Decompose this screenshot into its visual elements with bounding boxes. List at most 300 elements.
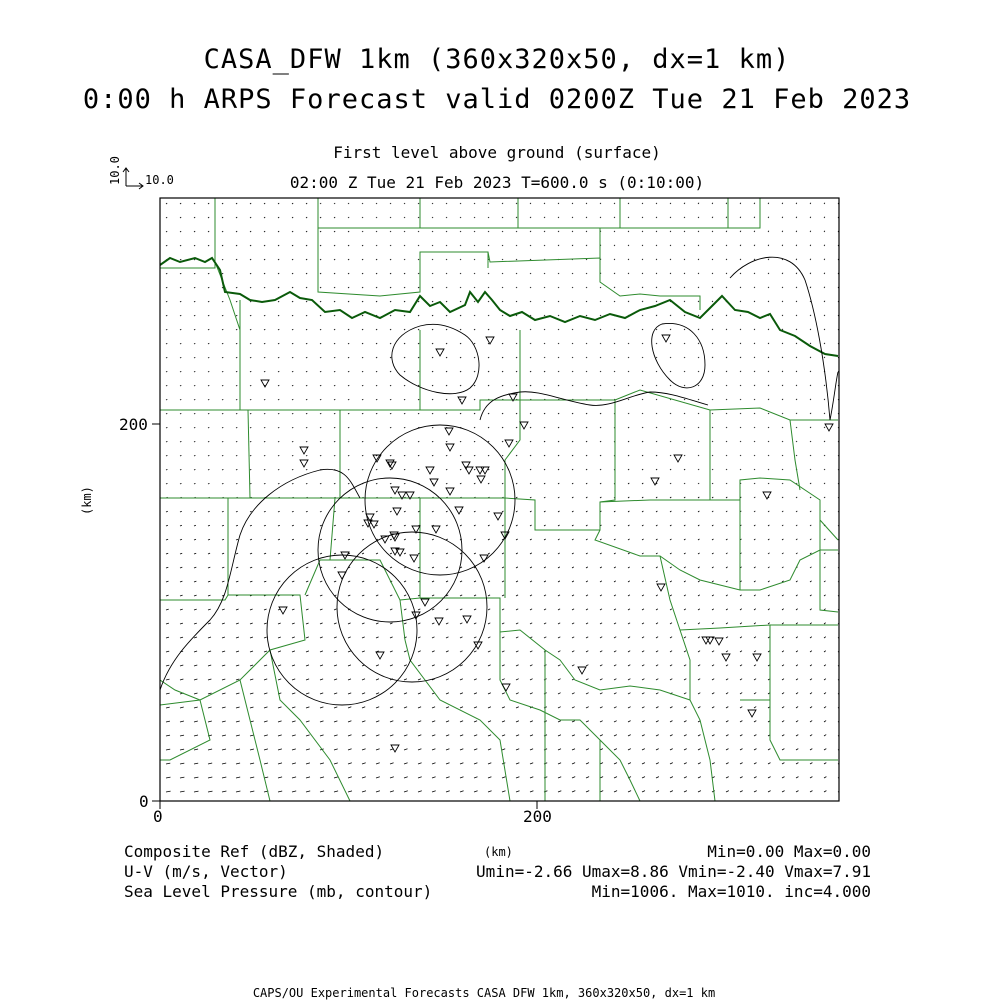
wind-vector [488, 329, 489, 330]
wind-vector [614, 357, 615, 358]
wind-vector [194, 231, 195, 232]
wind-vector [726, 217, 727, 218]
wind-vector [614, 385, 615, 386]
wind-vector [348, 763, 352, 764]
wind-vector [544, 245, 545, 246]
wind-vector [628, 567, 630, 568]
wind-vector [180, 259, 181, 260]
wind-vector [670, 357, 671, 358]
wind-vector [740, 343, 741, 344]
wind-vector [320, 623, 323, 624]
wind-vector [628, 301, 629, 302]
wind-vector [558, 441, 559, 442]
wind-vector [586, 245, 587, 246]
wind-vector [446, 693, 449, 694]
wind-vector [208, 581, 210, 582]
wind-vector [754, 399, 755, 400]
wind-vector [642, 791, 645, 792]
wind-vector [796, 329, 797, 330]
wind-vector [768, 455, 769, 456]
wind-vector [194, 315, 195, 316]
wind-vector [670, 413, 671, 414]
wind-vector [558, 469, 559, 470]
wind-vector [796, 637, 798, 638]
wind-vector [264, 441, 265, 442]
wind-vector [614, 609, 616, 610]
wind-vector [166, 623, 169, 624]
wind-vector [278, 371, 279, 372]
wind-vector [390, 315, 391, 316]
wind-vector [334, 343, 335, 344]
wind-vector [250, 413, 251, 414]
vector-key [123, 168, 143, 189]
wind-vector [306, 287, 307, 288]
wind-vector [642, 343, 643, 344]
wind-vector [628, 399, 629, 400]
wind-vector [502, 203, 503, 204]
wind-vector [404, 287, 405, 288]
station-marker [436, 349, 444, 356]
wind-vector [726, 483, 727, 484]
wind-vector [250, 735, 254, 736]
wind-vector [180, 399, 181, 400]
wind-vector [558, 231, 559, 232]
wind-vector [670, 469, 671, 470]
wind-vector [306, 539, 308, 540]
wind-vector [768, 231, 769, 232]
wind-vector [236, 553, 238, 554]
wind-vector [404, 259, 405, 260]
wind-vector [432, 707, 435, 708]
wind-vector [768, 273, 769, 274]
wind-vector [628, 329, 629, 330]
wind-vector [600, 679, 603, 680]
wind-vector [432, 259, 433, 260]
wind-vector [502, 343, 503, 344]
wind-vector [642, 651, 644, 652]
wind-vector [782, 679, 784, 680]
wind-vector [446, 203, 447, 204]
wind-vector [180, 357, 181, 358]
wind-vector [320, 553, 322, 554]
wind-vector [334, 483, 335, 484]
wind-vector [586, 385, 587, 386]
wind-vector [432, 455, 433, 456]
wind-vector [376, 707, 379, 708]
wind-vector [698, 693, 700, 694]
wind-vector [488, 735, 491, 736]
wind-vector [516, 777, 519, 778]
wind-vector [404, 441, 405, 442]
wind-vector [334, 315, 335, 316]
wind-vector [600, 693, 603, 694]
wind-vector [796, 273, 797, 274]
wind-vector [502, 693, 505, 694]
wind-vector [166, 315, 167, 316]
wind-vector [726, 749, 729, 750]
wind-vector [740, 427, 741, 428]
wind-vector [740, 707, 742, 708]
wind-vector [642, 525, 644, 526]
wind-vector [334, 357, 335, 358]
wind-vector [572, 609, 574, 610]
wind-vector [180, 455, 181, 456]
wind-vector [754, 749, 757, 750]
wind-vector [292, 763, 296, 764]
wind-vector [292, 735, 296, 736]
wind-vector [418, 259, 419, 260]
wind-vector [418, 637, 421, 638]
wind-vector [544, 483, 545, 484]
wind-vector [334, 455, 335, 456]
wind-vector [614, 231, 615, 232]
wind-vector [586, 539, 588, 540]
wind-vector [292, 791, 296, 792]
wind-vector [824, 595, 826, 596]
wind-vector [306, 483, 307, 484]
wind-vector [754, 259, 755, 260]
wind-vector [166, 245, 167, 246]
wind-vector [250, 749, 254, 750]
wind-vector [628, 553, 630, 554]
wind-vector [404, 399, 405, 400]
wind-vector [516, 623, 518, 624]
wind-vector [782, 511, 783, 512]
wind-vector [754, 539, 755, 540]
wind-vector [460, 651, 463, 652]
wind-vector [586, 749, 589, 750]
wind-vector [544, 315, 545, 316]
wind-vector [516, 483, 517, 484]
wind-vector [642, 497, 643, 498]
wind-vector [670, 665, 672, 666]
wind-vector [572, 483, 573, 484]
wind-vector [600, 623, 602, 624]
wind-vector [222, 651, 225, 652]
wind-vector [502, 357, 503, 358]
station-marker [410, 555, 418, 562]
wind-vector [278, 553, 280, 554]
wind-vector [642, 427, 643, 428]
wind-vector [488, 315, 489, 316]
wind-vector [222, 413, 223, 414]
wind-vector [446, 357, 447, 358]
wind-vector [460, 623, 462, 624]
wind-vector [670, 441, 671, 442]
station-marker [458, 397, 466, 404]
wind-vector [208, 665, 211, 666]
wind-vector [726, 721, 728, 722]
wind-vector [348, 679, 351, 680]
wind-vector [614, 651, 616, 652]
wind-vector [502, 483, 503, 484]
wind-vector [292, 343, 293, 344]
wind-vector [796, 343, 797, 344]
wind-vector [754, 637, 756, 638]
wind-vector [488, 245, 489, 246]
wind-vector [544, 329, 545, 330]
wind-vector [194, 483, 196, 484]
wind-vector [530, 497, 531, 498]
wind-vector [404, 385, 405, 386]
wind-vector [446, 707, 449, 708]
wind-vector [446, 301, 447, 302]
wind-vector [460, 763, 463, 764]
wind-vector [586, 329, 587, 330]
wind-vector [810, 679, 812, 680]
wind-vector [264, 371, 265, 372]
wind-vector [320, 217, 321, 218]
wind-vector [754, 441, 755, 442]
wind-vector [208, 357, 209, 358]
wind-vector [656, 595, 658, 596]
wind-vector [810, 357, 811, 358]
wind-vector [362, 679, 365, 680]
wind-vector [250, 231, 251, 232]
wind-vector [432, 609, 434, 610]
wind-vector [320, 399, 321, 400]
wind-vector [250, 469, 251, 470]
wind-vector [488, 203, 489, 204]
wind-vector [698, 217, 699, 218]
wind-vector [740, 329, 741, 330]
wind-vector [376, 679, 379, 680]
wind-vector [348, 245, 349, 246]
wind-vector [698, 623, 700, 624]
wind-vector [292, 399, 293, 400]
wind-vector [180, 287, 181, 288]
wind-vector [278, 679, 281, 680]
wind-vector [754, 357, 755, 358]
wind-vector [670, 525, 672, 526]
wind-vector [264, 287, 265, 288]
wind-vector [558, 679, 561, 680]
wind-vector [264, 329, 265, 330]
wind-vector [712, 665, 714, 666]
wind-vector [320, 735, 324, 736]
wind-vector [530, 483, 531, 484]
wind-vector [824, 567, 826, 568]
wind-vector [166, 483, 168, 484]
wind-vector [572, 413, 573, 414]
wind-vector [222, 273, 223, 274]
wind-vector [628, 203, 629, 204]
wind-vector [656, 623, 658, 624]
wind-vector [614, 511, 615, 512]
wind-vector [362, 315, 363, 316]
wind-vector [348, 721, 351, 722]
wind-vector [236, 651, 239, 652]
wind-vector [684, 763, 687, 764]
wind-vector [642, 329, 643, 330]
wind-vector [278, 203, 279, 204]
wind-vector [348, 399, 349, 400]
wind-vector [572, 497, 573, 498]
wind-vector [600, 441, 601, 442]
wind-vector [530, 301, 531, 302]
wind-vector [390, 595, 392, 596]
wind-vector [712, 469, 713, 470]
wind-vector [376, 581, 378, 582]
wind-vector [418, 609, 420, 610]
wind-vector [558, 763, 561, 764]
wind-vector [446, 217, 447, 218]
wind-vector [586, 637, 588, 638]
wind-vector [530, 791, 533, 792]
wind-vector [250, 217, 251, 218]
wind-vector [334, 665, 337, 666]
wind-vector [824, 539, 825, 540]
wind-vector [404, 273, 405, 274]
wind-vector [824, 217, 825, 218]
wind-vector [726, 343, 727, 344]
wind-vector [264, 413, 265, 414]
wind-vector [376, 371, 377, 372]
wind-vector [642, 539, 644, 540]
wind-vector [656, 231, 657, 232]
wind-vector [712, 231, 713, 232]
wind-vector [740, 623, 742, 624]
wind-vector [684, 735, 687, 736]
wind-vector [614, 791, 617, 792]
wind-vector [642, 441, 643, 442]
wind-vector [320, 357, 321, 358]
wind-vector [166, 343, 167, 344]
wind-vector [810, 343, 811, 344]
wind-vector [362, 707, 365, 708]
wind-vector [684, 273, 685, 274]
wind-vector [348, 217, 349, 218]
wind-vector [754, 525, 755, 526]
wind-vector [166, 511, 168, 512]
wind-vector [698, 399, 699, 400]
wind-vector [740, 217, 741, 218]
wind-vector [684, 693, 686, 694]
wind-vector [614, 259, 615, 260]
wind-vector [166, 679, 170, 680]
wind-vector [726, 469, 727, 470]
wind-vector [782, 525, 783, 526]
wind-vector [292, 707, 295, 708]
wind-vector [362, 693, 365, 694]
wind-vector [796, 287, 797, 288]
wind-vector [810, 595, 812, 596]
wind-vector [586, 203, 587, 204]
wind-vector [782, 735, 784, 736]
wind-vector [726, 371, 727, 372]
wind-vector [586, 511, 588, 512]
wind-vector [614, 203, 615, 204]
wind-vector [796, 371, 797, 372]
wind-vector [264, 511, 266, 512]
wind-vector [278, 511, 280, 512]
wind-vector [698, 581, 700, 582]
wind-vector [180, 441, 181, 442]
wind-vector [376, 595, 378, 596]
wind-vector [600, 329, 601, 330]
wind-vector [334, 553, 336, 554]
wind-vector [824, 791, 826, 792]
wind-vector [740, 385, 741, 386]
wind-vector [334, 777, 338, 778]
wind-vector [698, 525, 699, 526]
wind-vector [726, 385, 727, 386]
wind-vector [796, 203, 797, 204]
wind-vector [712, 511, 713, 512]
subtitle-level: First level above ground (surface) [333, 143, 661, 162]
wind-vector [306, 343, 307, 344]
wind-vector [572, 385, 573, 386]
wind-vector [600, 469, 601, 470]
wind-vector [572, 637, 574, 638]
wind-vector [194, 721, 198, 722]
wind-vector [418, 763, 422, 764]
wind-vector [418, 469, 419, 470]
wind-vector [320, 791, 324, 792]
wind-vector [180, 637, 183, 638]
wind-vector [376, 385, 377, 386]
wind-vector [544, 455, 545, 456]
wind-vector [712, 259, 713, 260]
wind-vector [488, 623, 490, 624]
wind-vector [824, 385, 825, 386]
wind-vector [810, 525, 811, 526]
wind-vector [292, 623, 295, 624]
wind-vector [698, 735, 701, 736]
wind-vector [572, 371, 573, 372]
wind-vector [362, 427, 363, 428]
wind-vector [824, 399, 825, 400]
wind-vector [726, 245, 727, 246]
wind-vector [558, 651, 560, 652]
y-tick-200: 200 [119, 415, 148, 434]
wind-vector [614, 595, 616, 596]
wind-vector [726, 679, 728, 680]
wind-vector [250, 511, 252, 512]
wind-vector [782, 357, 783, 358]
wind-vector [824, 231, 825, 232]
wind-vector [530, 735, 533, 736]
wind-vector [460, 679, 463, 680]
wind-vector [278, 567, 280, 568]
wind-vector [348, 791, 352, 792]
wind-vector [488, 483, 489, 484]
wind-vector [572, 287, 573, 288]
wind-vector [600, 427, 601, 428]
wind-vector [586, 357, 587, 358]
wind-vector [544, 217, 545, 218]
wind-vector [572, 357, 573, 358]
wind-vector [796, 651, 798, 652]
wind-vector [586, 413, 587, 414]
wind-vector [362, 273, 363, 274]
wind-vector [712, 427, 713, 428]
wind-vector [796, 623, 798, 624]
wind-vector [236, 455, 237, 456]
wind-vector [208, 329, 209, 330]
wind-vector [166, 231, 167, 232]
wind-vector [684, 357, 685, 358]
wind-vector [446, 315, 447, 316]
vector-key-v-label: 10.0 [108, 156, 122, 185]
wind-vector [446, 721, 449, 722]
wind-vector [418, 217, 419, 218]
wind-vector [320, 665, 323, 666]
wind-vector [362, 217, 363, 218]
wind-vector [264, 315, 265, 316]
wind-vector [810, 287, 811, 288]
wind-vector [208, 651, 211, 652]
